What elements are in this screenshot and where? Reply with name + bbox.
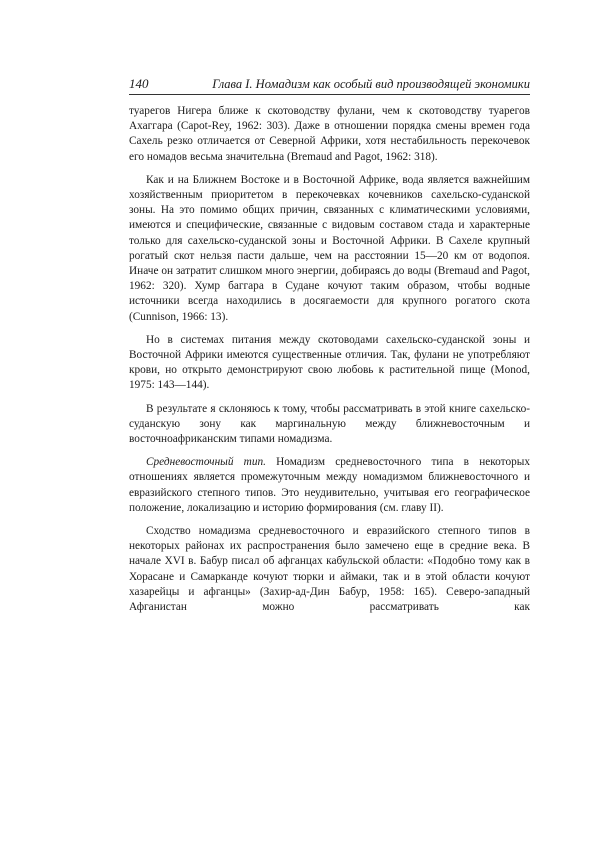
paragraph: В результате я склоняюсь к тому, чтобы рассматривать в этой книге сахельско-суданскую зону как маргинальную между ближневосточным и восточноафриканским типами номадизма. (129, 402, 530, 446)
chapter-title: Глава I. Номадизм как особый вид производящей экономики (212, 77, 530, 91)
running-header (129, 76, 530, 95)
page-number: 140 (129, 76, 149, 91)
body-text (129, 104, 530, 615)
book-page (129, 76, 530, 623)
paragraph: туарегов Нигера ближе к скотоводству фулани, чем к скотоводству туарегов Ахаггара (Capot-Rey, 1962: 303). Даже в отношении порядка смены времен года Сахель резко отличается от Северной Африки, хотя нестабильность перекочевок его номадов весьма значительна (Bremaud and Pagot, 1962: 318). (129, 105, 530, 163)
paragraph: Но в системах питания между скотоводами сахельско-суданской зоны и Восточной Африки имеются существенные отличия. Так, фулани не употребляют крови, но открыто демонстрируют свою любовь к растительной пище (Monod, 1975: 143—144). (129, 333, 530, 392)
paragraph: Сходство номадизма средневосточного и евразийского степного типов в некоторых районах их распространения было замечено еще в средние века. В начале XVI в. Бабур писал об афганцах кабульской области: «Подобно тому как в Хорасане и Самарканде кочуют тюрки и аймаки, так и в этой области кочуют хазарейцы и афганцы» (Захир-ад-Дин Бабур, 1958: 165). Северо-западный Афганистан можно рассматривать как (129, 525, 530, 614)
section-lead-italic: Средневосточный тип. (146, 456, 266, 469)
paragraph-text: Номадизм средневосточного типа в некоторых отношениях является промежуточным между номадизмом ближневосточного и евразийского степного типов. Это неудивительно, учитывая его географическое положение, локализацию и историю формирования (см. главу II). (129, 456, 530, 514)
paragraph: Как и на Ближнем Востоке и в Восточной Африке, вода является важнейшим хозяйственным приоритетом в перекочевках кочевников сахельско-суданской зоны. На это помимо общих причин, связанных с климатическими условиями, имеются и специфические, связанные с видовым составом стада и характерные только для сахельско-суданской зоны и Восточной Африки. В Сахеле крупный рогатый скот нельзя пасти дальше, чем на расстоянии 15—20 км от водопоя. Иначе он затратит слишком много энергии, добираясь до воды (Bremaud and Pagot, 1962: 320). Хумр баггара в Судане кочуют таким образом, чтобы водные источники всегда находились в досягаемости для крупного рогатого скота (Cunnison, 1966: 13). (129, 173, 530, 323)
paragraph-with-heading (129, 455, 530, 516)
